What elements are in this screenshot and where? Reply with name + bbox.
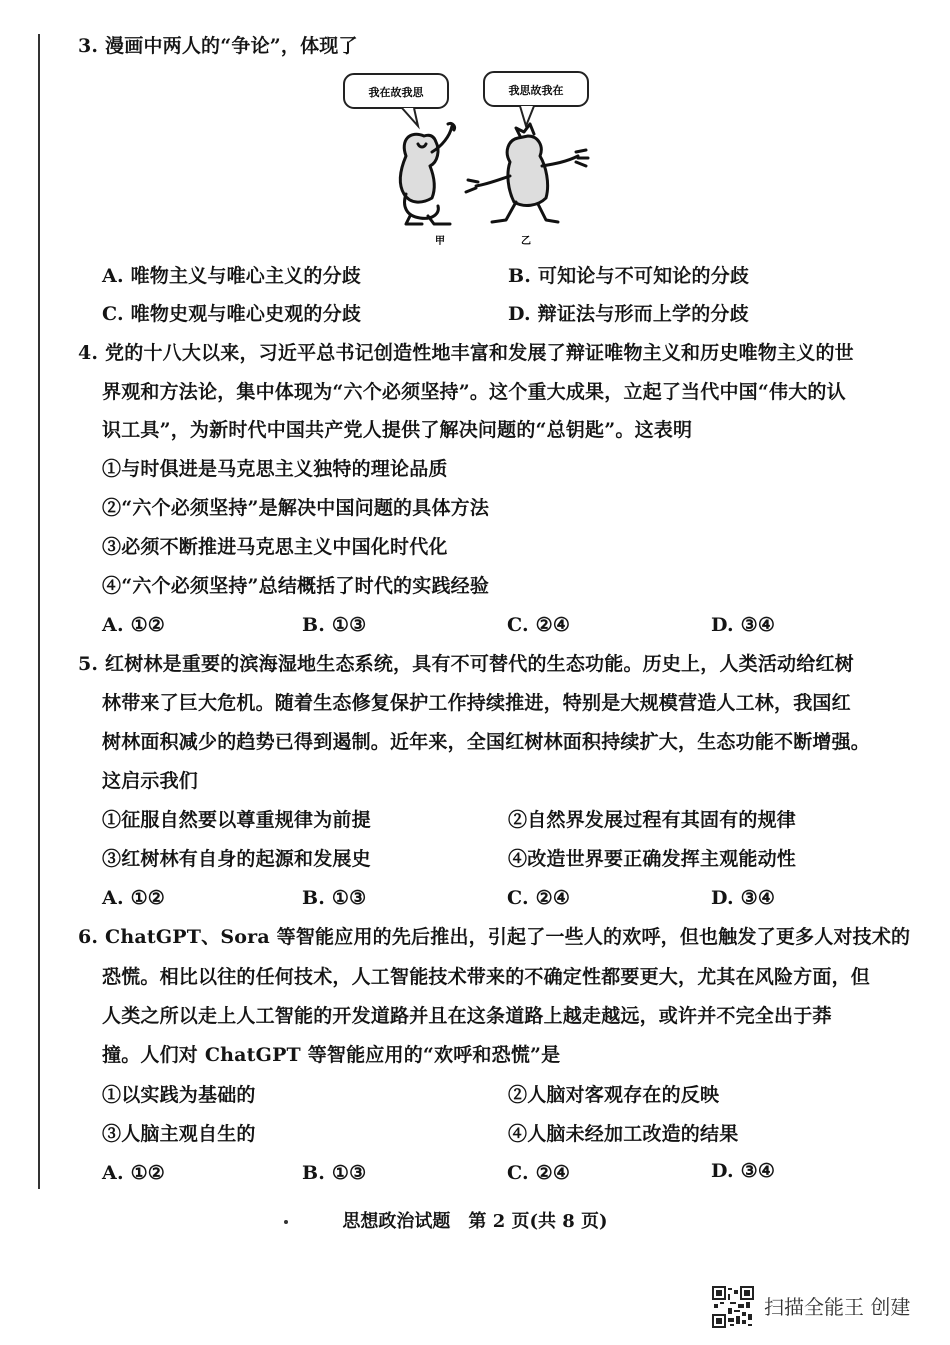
figure-right-label: 乙 bbox=[521, 236, 531, 247]
q3-option-d[interactable]: D. 辩证法与形而上学的分歧 bbox=[508, 303, 749, 325]
q5-option-c[interactable]: C. ②④ bbox=[507, 887, 571, 909]
q4-statement-2: ②“六个必须坚持”是解决中国问题的具体方法 bbox=[102, 497, 490, 519]
q5-stem-line: 林带来了巨大危机。随着生态修复保护工作持续推进，特别是大规模营造人工林，我国红 bbox=[102, 692, 851, 714]
scanner-watermark-text: 扫描全能王 创建 bbox=[764, 1295, 911, 1319]
q6-option-b[interactable]: B. ①③ bbox=[302, 1162, 367, 1184]
q6-statement-4: ④人脑未经加工改造的结果 bbox=[508, 1123, 739, 1145]
q5-statement-1: ①征服自然要以尊重规律为前提 bbox=[102, 809, 371, 831]
q5-option-a[interactable]: A. ①② bbox=[102, 887, 166, 909]
bubble-right-text: 我思故我在 bbox=[508, 84, 564, 97]
scanner-watermark bbox=[712, 1286, 910, 1328]
bubble-left-text: 我在故我思 bbox=[368, 86, 424, 99]
speech-bubble-right bbox=[484, 72, 588, 126]
q5-option-b[interactable]: B. ①③ bbox=[302, 887, 367, 909]
q4-option-c[interactable]: C. ②④ bbox=[507, 614, 571, 636]
q4-statement-4: ④“六个必须坚持”总结概括了时代的实践经验 bbox=[102, 575, 490, 597]
figure-left-label: 甲 bbox=[435, 236, 445, 247]
q6-stem-line: 恐慌。相比以往的任何技术，人工智能技术带来的不确定性都要更大，尤其在风险方面，但 bbox=[102, 966, 871, 988]
q4-option-b[interactable]: B. ①③ bbox=[302, 614, 367, 636]
q5-statement-4: ④改造世界要正确发挥主观能动性 bbox=[508, 848, 797, 870]
q3-option-c[interactable]: C. 唯物史观与唯心史观的分歧 bbox=[102, 303, 362, 325]
q6-option-d[interactable]: D. ③④ bbox=[711, 1160, 776, 1182]
q6-statement-3: ③人脑主观自生的 bbox=[102, 1123, 256, 1145]
q4-option-d[interactable]: D. ③④ bbox=[711, 614, 776, 636]
page-footer: 思想政治试题 第 2 页(共 8 页) bbox=[342, 1211, 608, 1232]
q5-option-d[interactable]: D. ③④ bbox=[711, 887, 776, 909]
binding-margin-line bbox=[38, 34, 40, 1189]
q4-stem-line: 识工具”，为新时代中国共产党人提供了解决问题的“总钥匙”。这表明 bbox=[102, 419, 693, 441]
q6-option-a[interactable]: A. ①② bbox=[102, 1162, 166, 1184]
q6-stem-line: 6. ChatGPT、Sora 等智能应用的先后推出，引起了一些人的欢呼，但也触发了更多人对技术的 bbox=[78, 926, 911, 948]
q4-statement-1: ①与时俱进是马克思主义独特的理论品质 bbox=[102, 458, 448, 480]
q6-option-c[interactable]: C. ②④ bbox=[507, 1162, 571, 1184]
q4-statement-3: ③必须不断推进马克思主义中国化时代化 bbox=[102, 536, 448, 558]
speech-bubble-left bbox=[344, 74, 448, 126]
q3-option-b[interactable]: B. 可知论与不可知论的分歧 bbox=[508, 265, 750, 287]
q5-stem-line: 这启示我们 bbox=[102, 770, 199, 792]
q6-stem-line: 人类之所以走上人工智能的开发道路并且在这条道路上越走越远，或许并不完全出于莽 bbox=[102, 1005, 832, 1027]
q3-cartoon bbox=[340, 66, 610, 256]
q3-option-a[interactable]: A. 唯物主义与唯心主义的分歧 bbox=[102, 265, 361, 287]
q6-statement-1: ①以实践为基础的 bbox=[102, 1084, 256, 1106]
q6-stem-line: 撞。人们对 ChatGPT 等智能应用的“欢呼和恐慌”是 bbox=[102, 1044, 561, 1066]
q5-stem-line: 5. 红树林是重要的滨海湿地生态系统，具有不可替代的生态功能。历史上，人类活动给红树 bbox=[78, 653, 854, 675]
q4-stem-line: 4. 党的十八大以来，习近平总书记创造性地丰富和发展了辩证唯物主义和历史唯物主义的世 bbox=[78, 342, 854, 364]
figure-left-illustration bbox=[400, 123, 454, 224]
q4-stem-line: 界观和方法论，集中体现为“六个必须坚持”。这个重大成果，立起了当代中国“伟大的认 bbox=[102, 381, 846, 403]
q4-option-a[interactable]: A. ①② bbox=[102, 614, 166, 636]
q6-statement-2: ②人脑对客观存在的反映 bbox=[508, 1084, 720, 1106]
q5-stem-line: 树林面积减少的趋势已得到遏制。近年来，全国红树林面积持续扩大，生态功能不断增强。 bbox=[102, 731, 871, 753]
qr-code-icon bbox=[712, 1286, 754, 1328]
q5-statement-2: ②自然界发展过程有其固有的规律 bbox=[508, 809, 797, 831]
q3-stem: 3. 漫画中两人的“争论”，体现了 bbox=[78, 35, 358, 57]
q5-statement-3: ③红树林有自身的起源和发展史 bbox=[102, 848, 371, 870]
figure-right-illustration bbox=[466, 124, 588, 222]
